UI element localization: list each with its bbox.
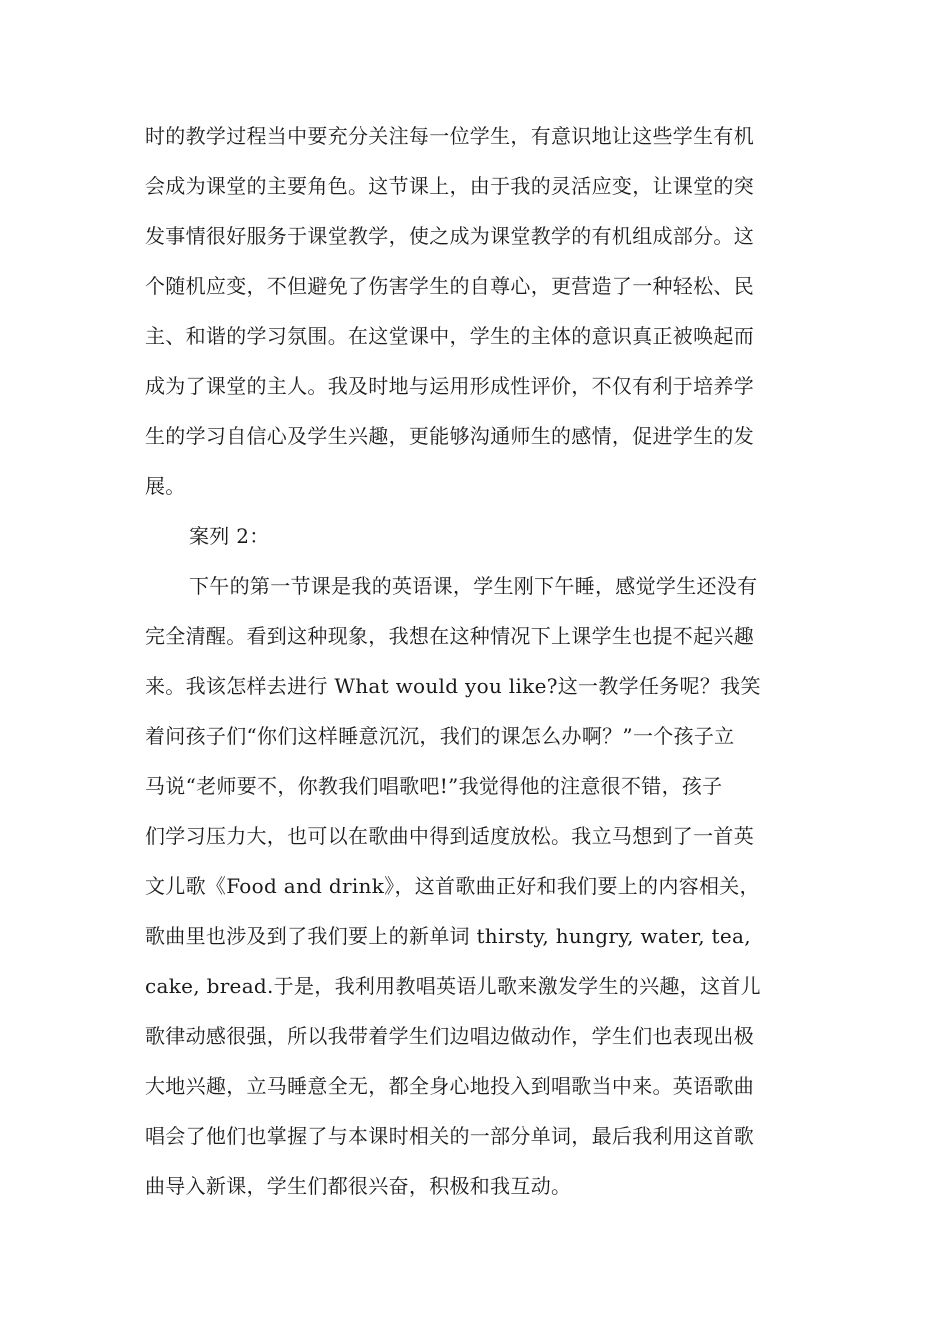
paragraph-1-line: 主、和谐的学习氛围。在这堂课中，学生的主体的意识真正被唤起而: [145, 324, 754, 348]
paragraph-2-line: 马说“老师要不，你教我们唱歌吧!”我觉得他的注意很不错，孩子: [145, 774, 723, 798]
paragraph-2-line: 歌律动感很强，所以我带着学生们边唱边做动作，学生们也表现出极: [145, 1024, 754, 1048]
paragraph-2-line: 歌曲里也涉及到了我们要上的新单词 thirsty, hungry, water, tea,: [145, 924, 751, 948]
paragraph-1-line: 生的学习自信心及学生兴趣，更能够沟通师生的感情，促进学生的发: [145, 424, 754, 448]
paragraph-2-line: cake, bread.于是，我利用教唱英语儿歌来激发学生的兴趣，这首儿: [145, 974, 761, 998]
paragraph-2-line: 唱会了他们也掌握了与本课时相关的一部分单词，最后我利用这首歌: [145, 1124, 754, 1148]
paragraph-2-line: 下午的第一节课是我的英语课，学生刚下午睡，感觉学生还没有: [189, 574, 758, 598]
paragraph-2-line: 曲导入新课，学生们都很兴奋，积极和我互动。: [145, 1174, 572, 1198]
paragraph-2-line: 文儿歌《Food and drink》，这首歌曲正好和我们要上的内容相关，: [145, 874, 760, 898]
paragraph-1-line: 发事情很好服务于课堂教学，使之成为课堂教学的有机组成部分。这: [145, 224, 754, 248]
paragraph-2-line: 着问孩子们“你们这样睡意沉沉，我们的课怎么办啊？”一个孩子立: [145, 724, 735, 748]
paragraph-1-line: 会成为课堂的主要角色。这节课上，由于我的灵活应变，让课堂的突: [145, 174, 754, 198]
paragraph-2-line: 大地兴趣，立马睡意全无，都全身心地投入到唱歌当中来。英语歌曲: [145, 1074, 754, 1098]
paragraph-2-line: 完全清醒。看到这种现象，我想在这种情况下上课学生也提不起兴趣: [145, 624, 754, 648]
paragraph-1-line: 展。: [145, 474, 186, 498]
paragraph-1-line: 成为了课堂的主人。我及时地与运用形成性评价，不仅有利于培养学: [145, 374, 754, 398]
paragraph-1-line: 时的教学过程当中要充分关注每一位学生，有意识地让这些学生有机: [145, 124, 754, 148]
paragraph-2-line: 来。我该怎样去进行 What would you like?这一教学任务呢？我笑: [145, 674, 761, 698]
paragraph-2-line: 们学习压力大，也可以在歌曲中得到适度放松。我立马想到了一首英: [145, 824, 754, 848]
paragraph-1-line: 个随机应变，不但避免了伤害学生的自尊心，更营造了一种轻松、民: [145, 274, 754, 298]
case-heading: 案列 2：: [189, 524, 270, 548]
